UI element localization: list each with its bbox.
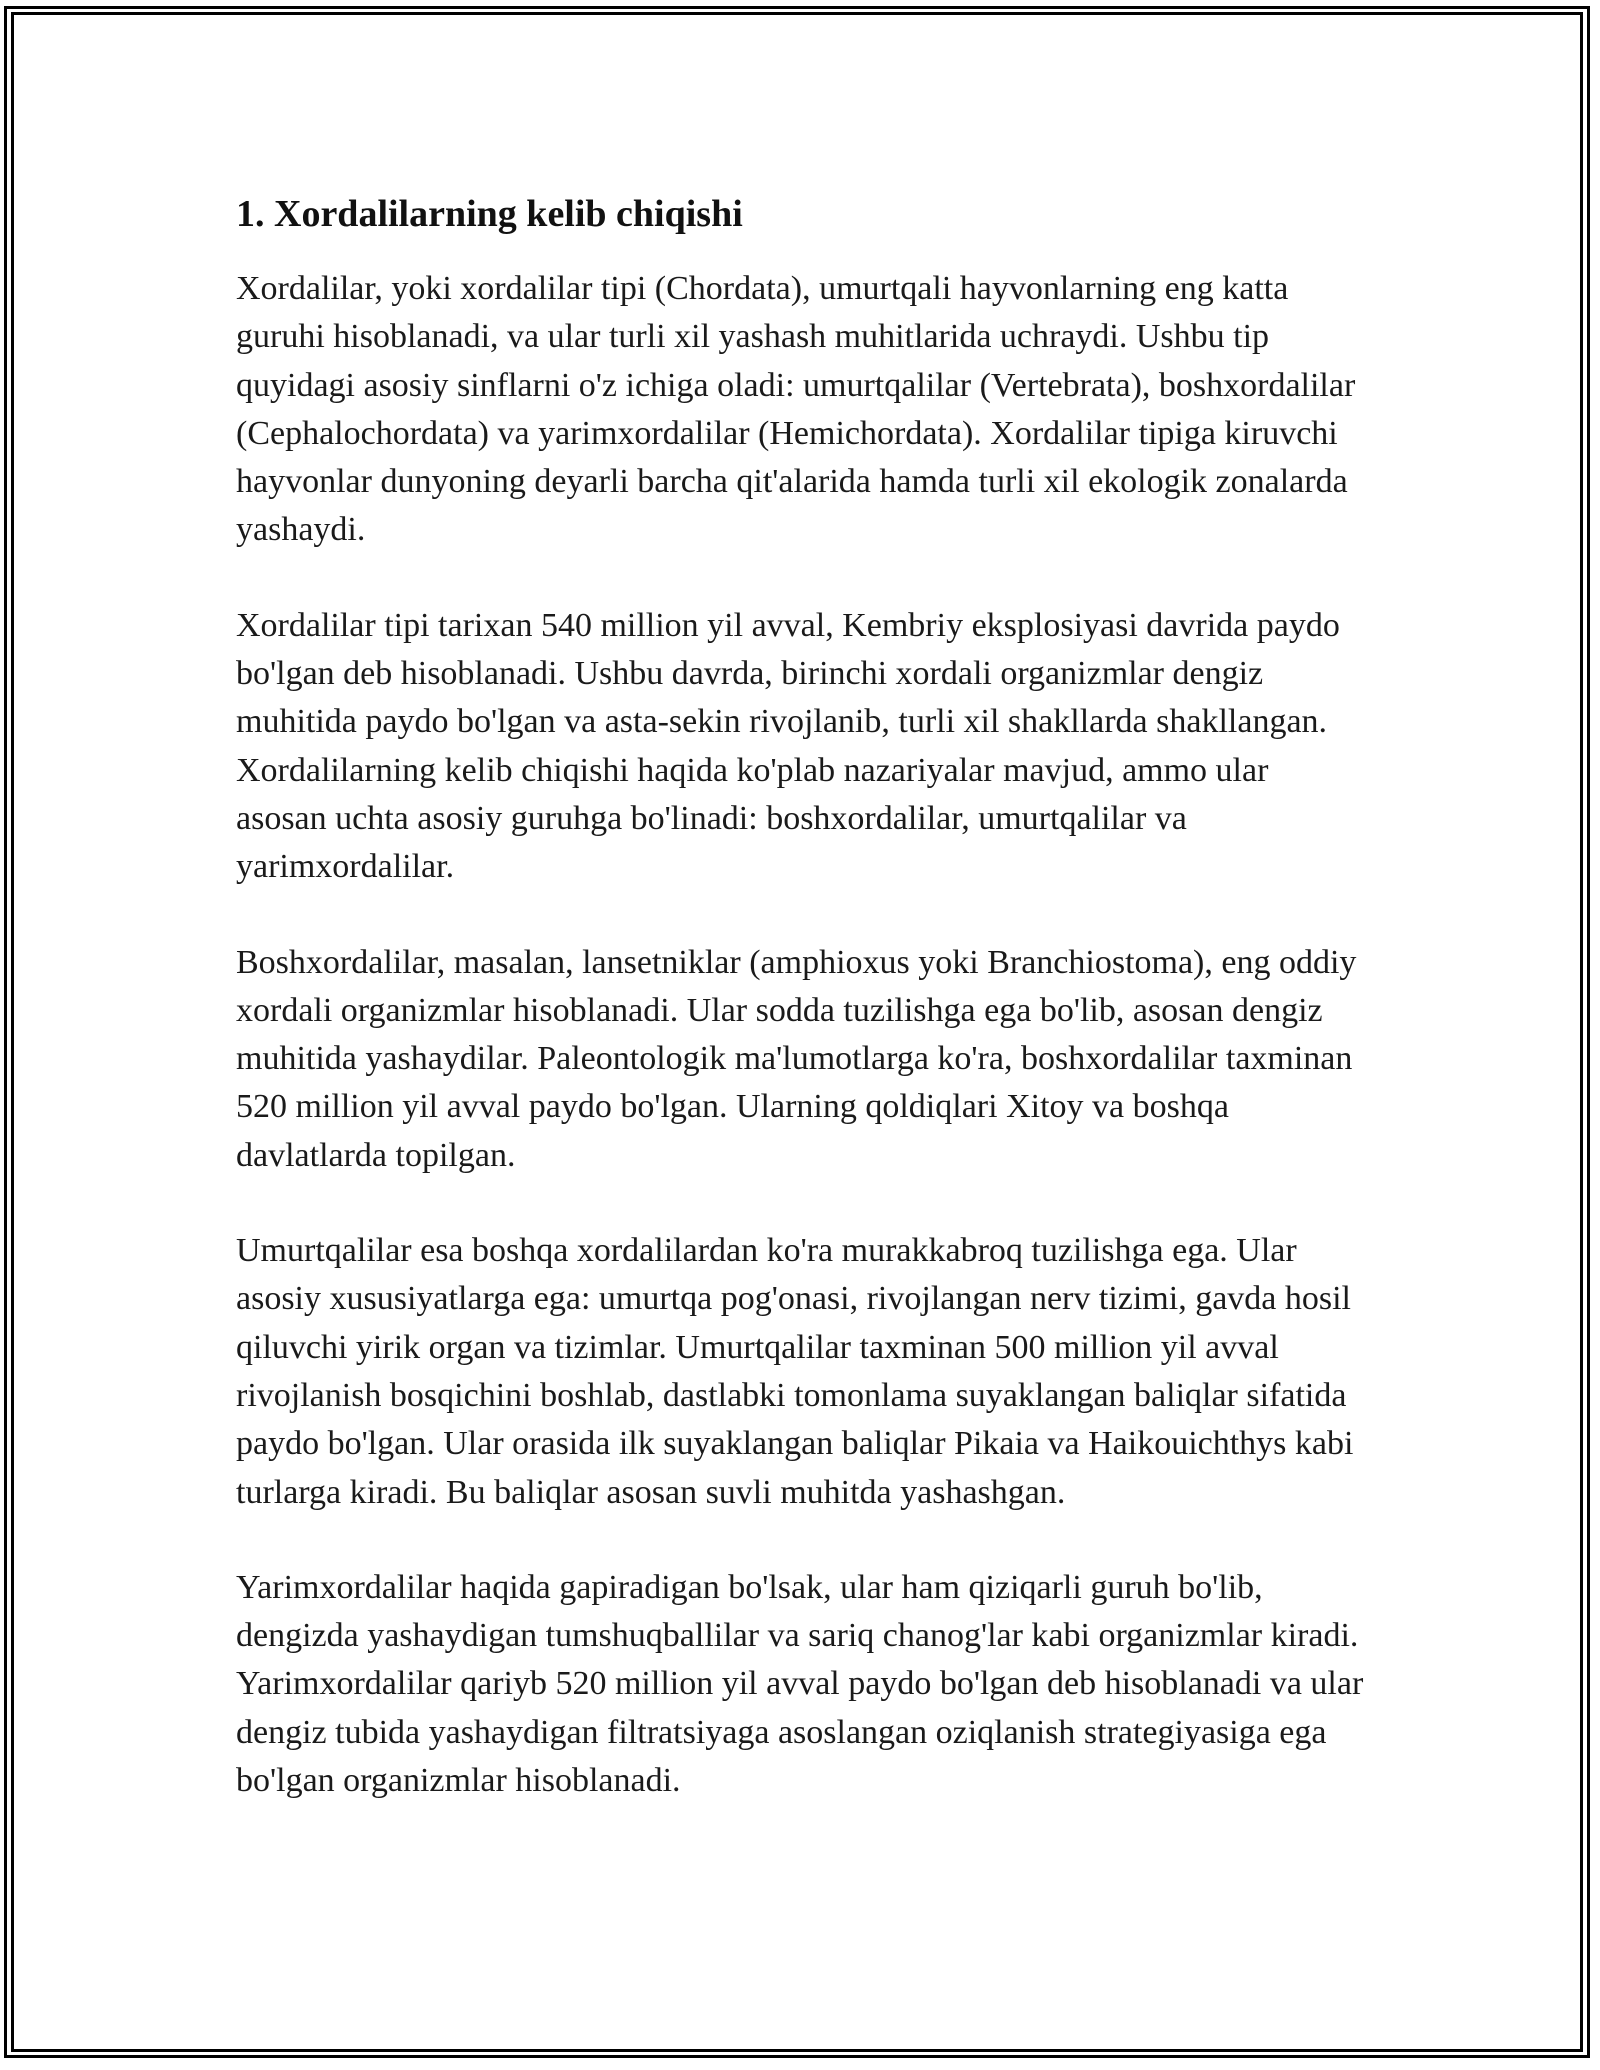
paragraph-4: Umurtqalilar esa boshqa xordalilardan ko'ra murakkabroq tuzilishga ega. Ular asosiy xususiyatlarga ega: umurtqa pog'onasi, rivojlangan nerv tizimi, gavda hosil qiluvchi yirik organ va tizimlar. Umurtqalilar taxminan 500 million yil avval rivojlanish bosqichini boshlab, dastlabki tomonlama suyaklangan baliqlar sifatida paydo bo'lgan. Ular orasida ilk suyaklangan baliqlar Pikaia va Haikouichthys kabi turlarga kiradi. Bu baliqlar asosan suvli muhitda yashashgan. <box>236 1232 1354 1511</box>
document-body <box>236 190 1366 1852</box>
paragraph-3: Boshxordalilar, masalan, lansetniklar (amphioxus yoki Branchiostoma), eng oddiy xordali organizmlar hisoblanadi. Ular sodda tuzilishga ega bo'lib, asosan dengiz muhitida yashaydilar. Paleontologik ma'lumotlarga ko'ra, boshxordalilar taxminan 520 million yil avval paydo bo'lgan. Ularning qoldiqlari Xitoy va boshqa davlatlarda topilgan. <box>236 943 1357 1174</box>
section-heading: 1. Xordalilarning kelib chiqishi <box>236 193 743 235</box>
paragraph-1: Xordalilar, yoki xordalilar tipi (Chordata), umurtqali hayvonlarning eng katta guruhi hisoblanadi, va ular turli xil yashash muhitlarida uchraydi. Ushbu tip quyidagi asosiy sinflarni o'z ichiga oladi: umurtqalilar (Vertebrata), boshxordalilar (Cephalochordata) va yarimxordalilar (Hemichordata). Xordalilar tipiga kiruvchi hayvonlar dunyoning deyarli barcha qit'alarida hamda turli xil ekologik zonalarda yashaydi. <box>236 270 1356 549</box>
paragraph-5: Yarimxordalilar haqida gapiradigan bo'lsak, ular ham qiziqarli guruh bo'lib, dengizda yashaydigan tumshuqballilar va sariq chanog'lar kabi organizmlar kiradi. Yarimxordalilar qariyb 520 million yil avval paydo bo'lgan deb hisoblanadi va ular dengiz tubida yashaydigan filtratsiyaga asoslangan oziqlanish strategiyasiga ega bo'lgan organizmlar hisoblanadi. <box>236 1568 1364 1800</box>
paragraph-2: Xordalilar tipi tarixan 540 million yil avval, Kembriy eksplosiyasi davrida paydo bo'lgan deb hisoblanadi. Ushbu davrda, birinchi xordali organizmlar dengiz muhitida paydo bo'lgan va asta-sekin rivojlanib, turli xil shakllarda shakllangan. Xordalilarning kelib chiqishi haqida ko'plab nazariyalar mavjud, ammo ular asosan uchta asosiy guruhga bo'linadi: boshxordalilar, umurtqalilar va yarimxordalilar. <box>236 606 1340 886</box>
